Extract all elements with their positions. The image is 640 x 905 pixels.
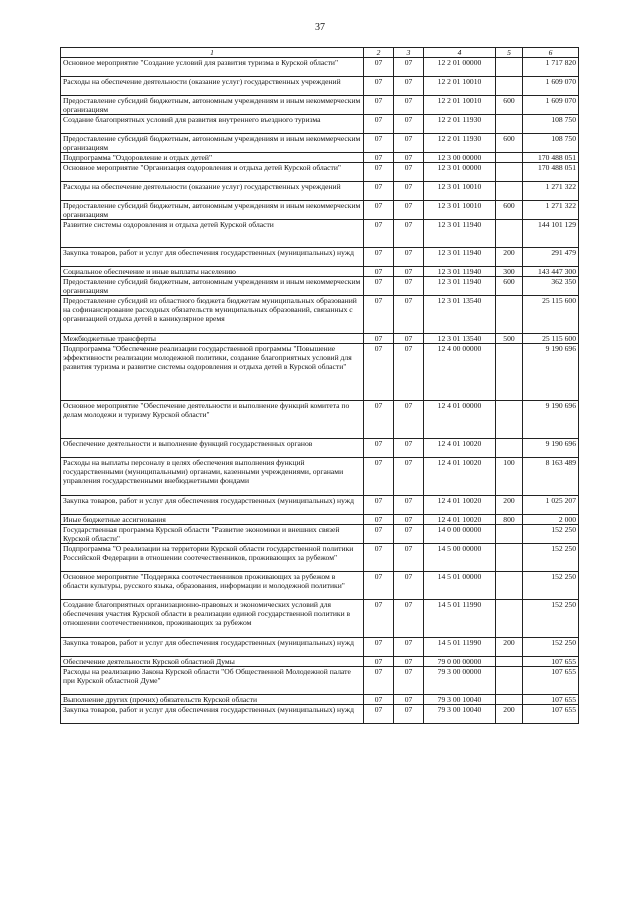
table-row: [61, 695, 579, 705]
cell-target-article: 12 2 01 11930: [424, 115, 496, 134]
header-cell: 4: [424, 48, 496, 58]
cell-name: Основное мероприятие "Создание условий для развития туризма в Курской области": [61, 58, 364, 77]
cell-expense-type: [496, 667, 523, 695]
table-row: [61, 496, 579, 515]
cell-expense-type: [496, 153, 523, 163]
cell-target-article: 12 3 01 10010: [424, 201, 496, 220]
cell-section: 07: [364, 153, 394, 163]
table-row: [61, 201, 579, 220]
table-row: [61, 267, 579, 277]
cell-section: 07: [364, 458, 394, 496]
cell-amount: 25 115 600: [523, 334, 579, 344]
cell-target-article: 12 3 01 00000: [424, 163, 496, 182]
cell-name: Закупка товаров, работ и услуг для обеспечения государственных (муниципальных) нужд: [61, 496, 364, 515]
cell-amount: 2 000: [523, 515, 579, 525]
cell-subsection: 07: [394, 657, 424, 667]
cell-name: Предоставление субсидий бюджетным, автономным учреждениям и иным некоммерческим организациям: [61, 201, 364, 220]
cell-subsection: 07: [394, 182, 424, 201]
cell-target-article: 12 3 01 13540: [424, 296, 496, 334]
cell-subsection: 07: [394, 153, 424, 163]
cell-subsection: 07: [394, 220, 424, 248]
cell-target-article: 79 3 00 00000: [424, 667, 496, 695]
cell-name: Выполнение других (прочих) обязательств Курской области: [61, 695, 364, 705]
cell-amount: 291 479: [523, 248, 579, 267]
table-row: [61, 458, 579, 496]
cell-expense-type: [496, 401, 523, 439]
cell-expense-type: [496, 525, 523, 544]
cell-target-article: 79 3 00 10040: [424, 695, 496, 705]
table-row: [61, 439, 579, 458]
cell-subsection: 07: [394, 515, 424, 525]
table-row: [61, 344, 579, 401]
cell-subsection: 07: [394, 96, 424, 115]
cell-subsection: 07: [394, 572, 424, 600]
table-row: [61, 667, 579, 695]
cell-section: 07: [364, 439, 394, 458]
cell-subsection: 07: [394, 705, 424, 724]
table-body: [61, 58, 579, 724]
cell-amount: 170 488 051: [523, 163, 579, 182]
cell-section: 07: [364, 496, 394, 515]
cell-name: Подпрограмма "Обеспечение реализации государственной программы "Повышение эффективности реализации молодежной политики, создание благоприятных условий для развития туризма и развитие системы оздоровления и отдыха детей в Курской области": [61, 344, 364, 401]
cell-section: 07: [364, 277, 394, 296]
cell-target-article: 14 5 00 00000: [424, 544, 496, 572]
cell-name: Расходы на обеспечение деятельности (оказание услуг) государственных учреждений: [61, 77, 364, 96]
cell-target-article: 12 2 01 00000: [424, 58, 496, 77]
table-row: [61, 334, 579, 344]
cell-target-article: 14 5 01 00000: [424, 572, 496, 600]
cell-section: 07: [364, 525, 394, 544]
cell-section: 07: [364, 163, 394, 182]
cell-section: 07: [364, 667, 394, 695]
cell-expense-type: 600: [496, 277, 523, 296]
cell-name: Межбюджетные трансферты: [61, 334, 364, 344]
cell-section: 07: [364, 638, 394, 657]
cell-section: 07: [364, 705, 394, 724]
header-cell: 6: [523, 48, 579, 58]
cell-target-article: 79 3 00 10040: [424, 705, 496, 724]
table-row: [61, 705, 579, 724]
cell-amount: 9 190 696: [523, 344, 579, 401]
cell-amount: 143 447 300: [523, 267, 579, 277]
cell-name: Основное мероприятие "Организация оздоровления и отдыха детей Курской области": [61, 163, 364, 182]
cell-expense-type: [496, 163, 523, 182]
cell-subsection: 07: [394, 458, 424, 496]
cell-section: 07: [364, 657, 394, 667]
cell-expense-type: [496, 182, 523, 201]
table-row: [61, 525, 579, 544]
cell-amount: 152 250: [523, 525, 579, 544]
cell-target-article: 12 2 01 10010: [424, 96, 496, 115]
cell-expense-type: 200: [496, 638, 523, 657]
cell-name: Предоставление субсидий из областного бюджета бюджетам муниципальных образований на софинансирование расходных обязательств муниципальных образований, связанных с организацией отдыха детей в каникулярное время: [61, 296, 364, 334]
cell-target-article: 14 5 01 11990: [424, 600, 496, 638]
cell-expense-type: [496, 544, 523, 572]
cell-subsection: 07: [394, 439, 424, 458]
cell-target-article: 12 4 01 10020: [424, 439, 496, 458]
cell-name: Основное мероприятие "Поддержка соотечественников проживающих за рубежом в области культуры, русского языка, образования, информации и молодежной политики": [61, 572, 364, 600]
cell-section: 07: [364, 267, 394, 277]
header-cell: 2: [364, 48, 394, 58]
cell-subsection: 07: [394, 201, 424, 220]
cell-amount: 362 350: [523, 277, 579, 296]
cell-amount: 1 271 322: [523, 201, 579, 220]
cell-section: 07: [364, 401, 394, 439]
table-row: [61, 515, 579, 525]
cell-amount: 152 250: [523, 638, 579, 657]
cell-subsection: 07: [394, 544, 424, 572]
cell-amount: 107 655: [523, 695, 579, 705]
cell-name: Расходы на выплаты персоналу в целях обеспечения выполнения функций государственными (муниципальными) органами, казенными учреждениями, органами управления государственными внебюджетными фондами: [61, 458, 364, 496]
cell-amount: 108 750: [523, 115, 579, 134]
cell-expense-type: 200: [496, 705, 523, 724]
table-row: [61, 638, 579, 657]
cell-expense-type: [496, 115, 523, 134]
cell-expense-type: [496, 572, 523, 600]
cell-section: 07: [364, 695, 394, 705]
cell-expense-type: [496, 695, 523, 705]
cell-name: Предоставление субсидий бюджетным, автономным учреждениям и иным некоммерческим организациям: [61, 96, 364, 115]
cell-subsection: 07: [394, 248, 424, 267]
cell-amount: 1 717 820: [523, 58, 579, 77]
cell-expense-type: 300: [496, 267, 523, 277]
table-row: [61, 277, 579, 296]
cell-amount: 1 025 207: [523, 496, 579, 515]
table-row: [61, 296, 579, 334]
cell-amount: 144 101 129: [523, 220, 579, 248]
cell-subsection: 07: [394, 296, 424, 334]
cell-subsection: 07: [394, 667, 424, 695]
cell-target-article: 12 4 01 10020: [424, 496, 496, 515]
cell-expense-type: [496, 600, 523, 638]
cell-target-article: 12 2 01 11930: [424, 134, 496, 153]
table-row: [61, 153, 579, 163]
cell-amount: 8 163 489: [523, 458, 579, 496]
cell-section: 07: [364, 296, 394, 334]
cell-subsection: 07: [394, 344, 424, 401]
cell-expense-type: 500: [496, 334, 523, 344]
cell-subsection: 07: [394, 525, 424, 544]
cell-subsection: 07: [394, 77, 424, 96]
cell-name: Подпрограмма "О реализации на территории Курской области государственной политики Российской Федерации в отношении соотечественников, проживающих за рубежом": [61, 544, 364, 572]
cell-target-article: 79 0 00 00000: [424, 657, 496, 667]
cell-subsection: 07: [394, 600, 424, 638]
cell-target-article: 12 4 01 10020: [424, 458, 496, 496]
table-row: [61, 163, 579, 182]
table-row: [61, 544, 579, 572]
header-cell: 5: [496, 48, 523, 58]
cell-name: Подпрограмма "Оздоровление и отдых детей": [61, 153, 364, 163]
cell-amount: 25 115 600: [523, 296, 579, 334]
cell-name: Иные бюджетные ассигнования: [61, 515, 364, 525]
cell-amount: 9 190 696: [523, 439, 579, 458]
cell-amount: 170 488 051: [523, 153, 579, 163]
cell-target-article: 12 3 01 11940: [424, 267, 496, 277]
cell-target-article: 12 2 01 10010: [424, 77, 496, 96]
header-cell: 3: [394, 48, 424, 58]
cell-expense-type: [496, 58, 523, 77]
cell-name: Закупка товаров, работ и услуг для обеспечения государственных (муниципальных) нужд: [61, 248, 364, 267]
cell-amount: 152 250: [523, 572, 579, 600]
table-row: [61, 77, 579, 96]
table-row: [61, 600, 579, 638]
cell-expense-type: [496, 77, 523, 96]
cell-section: 07: [364, 344, 394, 401]
cell-name: Расходы на обеспечение деятельности (оказание услуг) государственных учреждений: [61, 182, 364, 201]
cell-amount: 152 250: [523, 544, 579, 572]
table-row: [61, 96, 579, 115]
table-row: [61, 58, 579, 77]
cell-subsection: 07: [394, 58, 424, 77]
cell-target-article: 14 5 01 11990: [424, 638, 496, 657]
cell-subsection: 07: [394, 277, 424, 296]
cell-name: Закупка товаров, работ и услуг для обеспечения государственных (муниципальных) нужд: [61, 638, 364, 657]
cell-subsection: 07: [394, 115, 424, 134]
cell-target-article: 12 3 01 10010: [424, 182, 496, 201]
cell-section: 07: [364, 58, 394, 77]
cell-name: Обеспечение деятельности Курской областной Думы: [61, 657, 364, 667]
cell-section: 07: [364, 600, 394, 638]
cell-expense-type: 800: [496, 515, 523, 525]
cell-name: Создание благоприятных условий для развития внутреннего въездного туризма: [61, 115, 364, 134]
cell-section: 07: [364, 77, 394, 96]
cell-name: Предоставление субсидий бюджетным, автономным учреждениям и иным некоммерческим организациям: [61, 134, 364, 153]
cell-amount: 1 271 322: [523, 182, 579, 201]
cell-amount: 107 655: [523, 705, 579, 724]
cell-subsection: 07: [394, 638, 424, 657]
table-row: [61, 401, 579, 439]
cell-target-article: 12 3 01 13540: [424, 334, 496, 344]
cell-expense-type: 600: [496, 201, 523, 220]
cell-name: Социальное обеспечение и иные выплаты населению: [61, 267, 364, 277]
cell-name: Закупка товаров, работ и услуг для обеспечения государственных (муниципальных) нужд: [61, 705, 364, 724]
cell-name: Создание благоприятных организационно-правовых и экономических условий для обеспечения участия Курской области в реализации единой государственной политики в отношении соотечественников, проживающих за рубежом: [61, 600, 364, 638]
cell-amount: 9 190 696: [523, 401, 579, 439]
cell-section: 07: [364, 182, 394, 201]
cell-target-article: 12 4 01 00000: [424, 401, 496, 439]
cell-subsection: 07: [394, 695, 424, 705]
cell-section: 07: [364, 248, 394, 267]
table-row: [61, 115, 579, 134]
cell-expense-type: 600: [496, 96, 523, 115]
header-row: [61, 48, 579, 58]
table-row: [61, 134, 579, 153]
cell-expense-type: [496, 296, 523, 334]
cell-amount: 1 609 070: [523, 96, 579, 115]
cell-name: Основное мероприятие "Обеспечение деятельности и выполнение функций комитета по делам молодежи и туризму Курской области": [61, 401, 364, 439]
cell-name: Государственная программа Курской области "Развитие экономики и внешних связей Курской области": [61, 525, 364, 544]
cell-subsection: 07: [394, 163, 424, 182]
cell-amount: 1 609 070: [523, 77, 579, 96]
cell-subsection: 07: [394, 134, 424, 153]
cell-expense-type: [496, 439, 523, 458]
cell-section: 07: [364, 334, 394, 344]
cell-name: Расходы на реализацию Закона Курской области "Об Общественной Молодежной палате при Курской областной Думе": [61, 667, 364, 695]
budget-table: [60, 47, 579, 724]
cell-expense-type: 100: [496, 458, 523, 496]
cell-expense-type: [496, 220, 523, 248]
cell-section: 07: [364, 572, 394, 600]
cell-subsection: 07: [394, 401, 424, 439]
cell-section: 07: [364, 134, 394, 153]
cell-subsection: 07: [394, 496, 424, 515]
cell-amount: 107 655: [523, 657, 579, 667]
cell-amount: 152 250: [523, 600, 579, 638]
cell-expense-type: [496, 657, 523, 667]
header-cell: 1: [61, 48, 364, 58]
table-row: [61, 248, 579, 267]
cell-name: Обеспечение деятельности и выполнение функций государственных органов: [61, 439, 364, 458]
table-row: [61, 657, 579, 667]
cell-expense-type: 200: [496, 496, 523, 515]
cell-section: 07: [364, 96, 394, 115]
cell-target-article: 12 3 00 00000: [424, 153, 496, 163]
cell-amount: 108 750: [523, 134, 579, 153]
cell-target-article: 12 3 01 11940: [424, 248, 496, 267]
cell-section: 07: [364, 115, 394, 134]
cell-subsection: 07: [394, 267, 424, 277]
cell-section: 07: [364, 201, 394, 220]
cell-subsection: 07: [394, 334, 424, 344]
table-row: [61, 572, 579, 600]
cell-target-article: 14 0 00 00000: [424, 525, 496, 544]
cell-section: 07: [364, 220, 394, 248]
cell-target-article: 12 4 01 10020: [424, 515, 496, 525]
cell-section: 07: [364, 515, 394, 525]
cell-expense-type: 600: [496, 134, 523, 153]
cell-name: Развитие системы оздоровления и отдыха детей Курской области: [61, 220, 364, 248]
cell-amount: 107 655: [523, 667, 579, 695]
cell-section: 07: [364, 544, 394, 572]
table-row: [61, 220, 579, 248]
cell-name: Предоставление субсидий бюджетным, автономным учреждениям и иным некоммерческим организациям: [61, 277, 364, 296]
cell-target-article: 12 3 01 11940: [424, 277, 496, 296]
table-row: [61, 182, 579, 201]
cell-expense-type: [496, 344, 523, 401]
cell-target-article: 12 4 00 00000: [424, 344, 496, 401]
cell-target-article: 12 3 01 11940: [424, 220, 496, 248]
page-number: 37: [315, 22, 325, 33]
cell-expense-type: 200: [496, 248, 523, 267]
